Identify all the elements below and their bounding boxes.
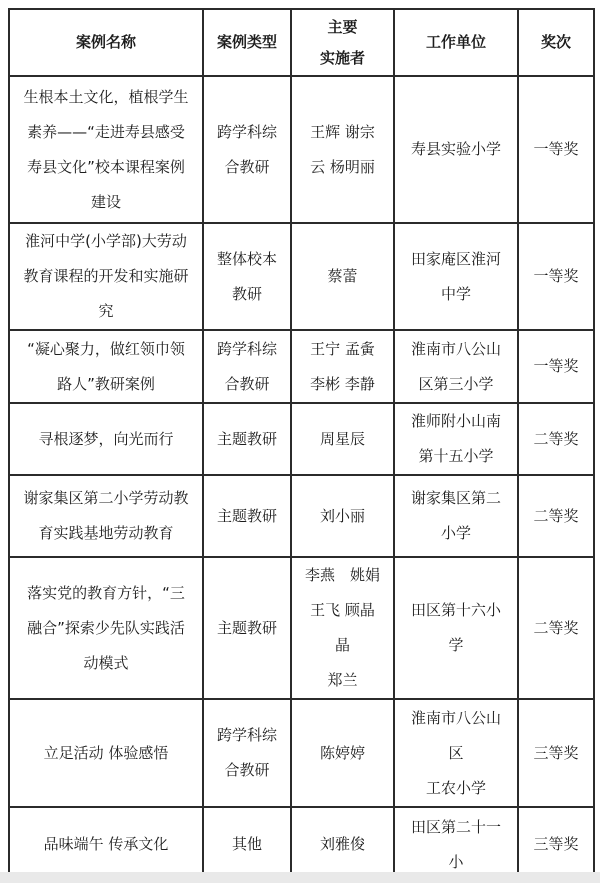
text-line: 郑兰 bbox=[327, 671, 358, 689]
text-line: 跨学科综 bbox=[216, 339, 277, 358]
text-line: 李彬 李静 bbox=[310, 374, 375, 393]
text-line: 淮河中学(小学部)大劳动 bbox=[25, 232, 187, 250]
text-line: 落实党的教育方针，“三 bbox=[27, 583, 185, 602]
award-level-cell bbox=[518, 557, 594, 699]
text-line: 刘小丽 bbox=[319, 506, 365, 525]
case-type-cell bbox=[203, 223, 291, 330]
text-line: 王辉 谢宗 bbox=[310, 122, 375, 141]
award-level-cell bbox=[518, 76, 594, 223]
header-label: 奖次 bbox=[540, 33, 571, 51]
text-line: 一等奖 bbox=[533, 267, 579, 285]
header-label: 工作单位 bbox=[425, 33, 486, 51]
implementer-cell bbox=[291, 699, 394, 807]
col-header-work-unit bbox=[394, 9, 518, 76]
case-name-cell bbox=[9, 403, 203, 475]
header-label: 案例名称 bbox=[75, 33, 136, 51]
header-label: 实施者 bbox=[319, 48, 365, 67]
table-row bbox=[9, 403, 594, 475]
text-line: 区 bbox=[448, 743, 464, 762]
text-line: 二等奖 bbox=[533, 618, 579, 637]
case-name-cell bbox=[9, 330, 203, 403]
text-line: 寿县实验小学 bbox=[410, 140, 501, 158]
text-line: 学 bbox=[448, 636, 464, 654]
implementer-cell bbox=[291, 403, 394, 475]
text-line: 三等奖 bbox=[533, 743, 579, 762]
text-line: 田家庵区淮河 bbox=[410, 249, 501, 268]
case-name-cell bbox=[9, 807, 203, 882]
work-unit-cell bbox=[394, 403, 518, 475]
page-bottom-strip bbox=[0, 872, 600, 883]
text-line: 李燕 姚娟 bbox=[304, 566, 380, 584]
text-line: 二等奖 bbox=[533, 506, 579, 525]
text-line: 王飞 顾晶 bbox=[310, 601, 375, 619]
text-line: 小 bbox=[448, 852, 464, 871]
award-level-cell bbox=[518, 223, 594, 330]
text-line: 动模式 bbox=[83, 653, 129, 672]
text-line: 合教研 bbox=[224, 157, 270, 176]
work-unit-cell bbox=[394, 699, 518, 807]
text-line: 融合”探索少先队实践活 bbox=[27, 618, 185, 637]
text-line: 陈婷婷 bbox=[319, 743, 365, 762]
award-level-cell bbox=[518, 475, 594, 557]
text-line: 中学 bbox=[440, 284, 471, 303]
case-name-cell bbox=[9, 223, 203, 330]
text-line: 教研 bbox=[231, 284, 262, 303]
text-line: 淮师附小山南 bbox=[410, 412, 501, 430]
table-row bbox=[9, 330, 594, 403]
award-level-cell bbox=[518, 699, 594, 807]
award-level-cell bbox=[518, 807, 594, 882]
text-line: 刘雅俊 bbox=[319, 835, 365, 853]
case-name-cell bbox=[9, 557, 203, 699]
implementer-cell bbox=[291, 807, 394, 882]
text-line: 合教研 bbox=[224, 374, 270, 393]
case-type-cell bbox=[203, 403, 291, 475]
award-results-table bbox=[8, 8, 595, 883]
case-type-cell bbox=[203, 699, 291, 807]
text-line: 二等奖 bbox=[533, 429, 579, 448]
case-type-cell bbox=[203, 76, 291, 223]
case-type-cell bbox=[203, 807, 291, 882]
text-line: 建设 bbox=[90, 192, 121, 211]
table-row bbox=[9, 557, 594, 699]
col-header-award-level bbox=[518, 9, 594, 76]
text-line: 第十五小学 bbox=[418, 447, 494, 465]
case-type-cell bbox=[203, 475, 291, 557]
text-line: 谢家集区第二小学劳动教 bbox=[23, 489, 189, 507]
text-line: 育实践基地劳动教育 bbox=[38, 524, 174, 542]
text-line: 主题教研 bbox=[216, 506, 277, 525]
text-line: 工农小学 bbox=[425, 778, 486, 797]
case-type-cell bbox=[203, 330, 291, 403]
col-header-case-name bbox=[9, 9, 203, 76]
text-line: 合教研 bbox=[224, 761, 270, 779]
text-line: 淮南市八公山 bbox=[410, 339, 501, 358]
text-line: 教育课程的开发和实施研 bbox=[23, 267, 189, 285]
header-row bbox=[9, 9, 594, 76]
text-line: 立足活动 体验感悟 bbox=[43, 743, 169, 762]
text-line: 区第三小学 bbox=[418, 374, 494, 393]
col-header-case-type bbox=[203, 9, 291, 76]
work-unit-cell bbox=[394, 807, 518, 882]
case-name-cell bbox=[9, 475, 203, 557]
text-line: 晶 bbox=[334, 636, 350, 654]
text-line: 品味端午 传承文化 bbox=[43, 835, 169, 853]
text-line: 谢家集区第二 bbox=[410, 489, 501, 507]
implementer-cell bbox=[291, 475, 394, 557]
text-line: 路人”教研案例 bbox=[57, 374, 155, 393]
work-unit-cell bbox=[394, 223, 518, 330]
implementer-cell bbox=[291, 330, 394, 403]
header-label: 主要 bbox=[327, 17, 358, 36]
text-line: 一等奖 bbox=[533, 357, 579, 375]
case-type-cell bbox=[203, 557, 291, 699]
text-line: 王宁 孟夤 bbox=[310, 339, 375, 358]
text-line: 主题教研 bbox=[216, 618, 277, 637]
text-line: 素养——“走进寿县感受 bbox=[27, 122, 185, 141]
text-line: 淮南市八公山 bbox=[410, 708, 501, 727]
text-line: 跨学科综 bbox=[216, 726, 277, 744]
table-row bbox=[9, 223, 594, 330]
table-row bbox=[9, 475, 594, 557]
text-line: 田区第十六小 bbox=[410, 601, 501, 619]
text-line: 小学 bbox=[440, 524, 471, 542]
text-line: 究 bbox=[98, 302, 114, 320]
implementer-cell bbox=[291, 223, 394, 330]
col-header-implementer bbox=[291, 9, 394, 76]
text-line: 周星辰 bbox=[319, 429, 365, 448]
text-line: 主题教研 bbox=[216, 429, 277, 448]
text-line: 田区第二十一 bbox=[410, 817, 501, 836]
table-row bbox=[9, 699, 594, 807]
table-row bbox=[9, 76, 594, 223]
text-line: 跨学科综 bbox=[216, 122, 277, 141]
award-level-cell bbox=[518, 330, 594, 403]
work-unit-cell bbox=[394, 475, 518, 557]
award-level-cell bbox=[518, 403, 594, 475]
text-line: 寻根逐梦，向光而行 bbox=[38, 429, 174, 448]
work-unit-cell bbox=[394, 330, 518, 403]
text-line: 其他 bbox=[231, 835, 262, 853]
text-line: 一等奖 bbox=[533, 140, 579, 158]
text-line: 寿县文化”校本课程案例 bbox=[27, 157, 185, 176]
case-name-cell bbox=[9, 699, 203, 807]
table-row bbox=[9, 807, 594, 882]
work-unit-cell bbox=[394, 76, 518, 223]
text-line: 云 杨明丽 bbox=[310, 157, 375, 176]
work-unit-cell bbox=[394, 557, 518, 699]
text-line: 蔡蕾 bbox=[327, 267, 358, 285]
header-label: 案例类型 bbox=[216, 33, 277, 51]
case-name-cell bbox=[9, 76, 203, 223]
text-line: 生根本土文化，植根学生 bbox=[23, 87, 189, 106]
implementer-cell bbox=[291, 557, 394, 699]
implementer-cell bbox=[291, 76, 394, 223]
text-line: “凝心聚力，做红领巾领 bbox=[27, 339, 185, 358]
text-line: 整体校本 bbox=[216, 249, 277, 268]
text-line: 三等奖 bbox=[533, 835, 579, 853]
